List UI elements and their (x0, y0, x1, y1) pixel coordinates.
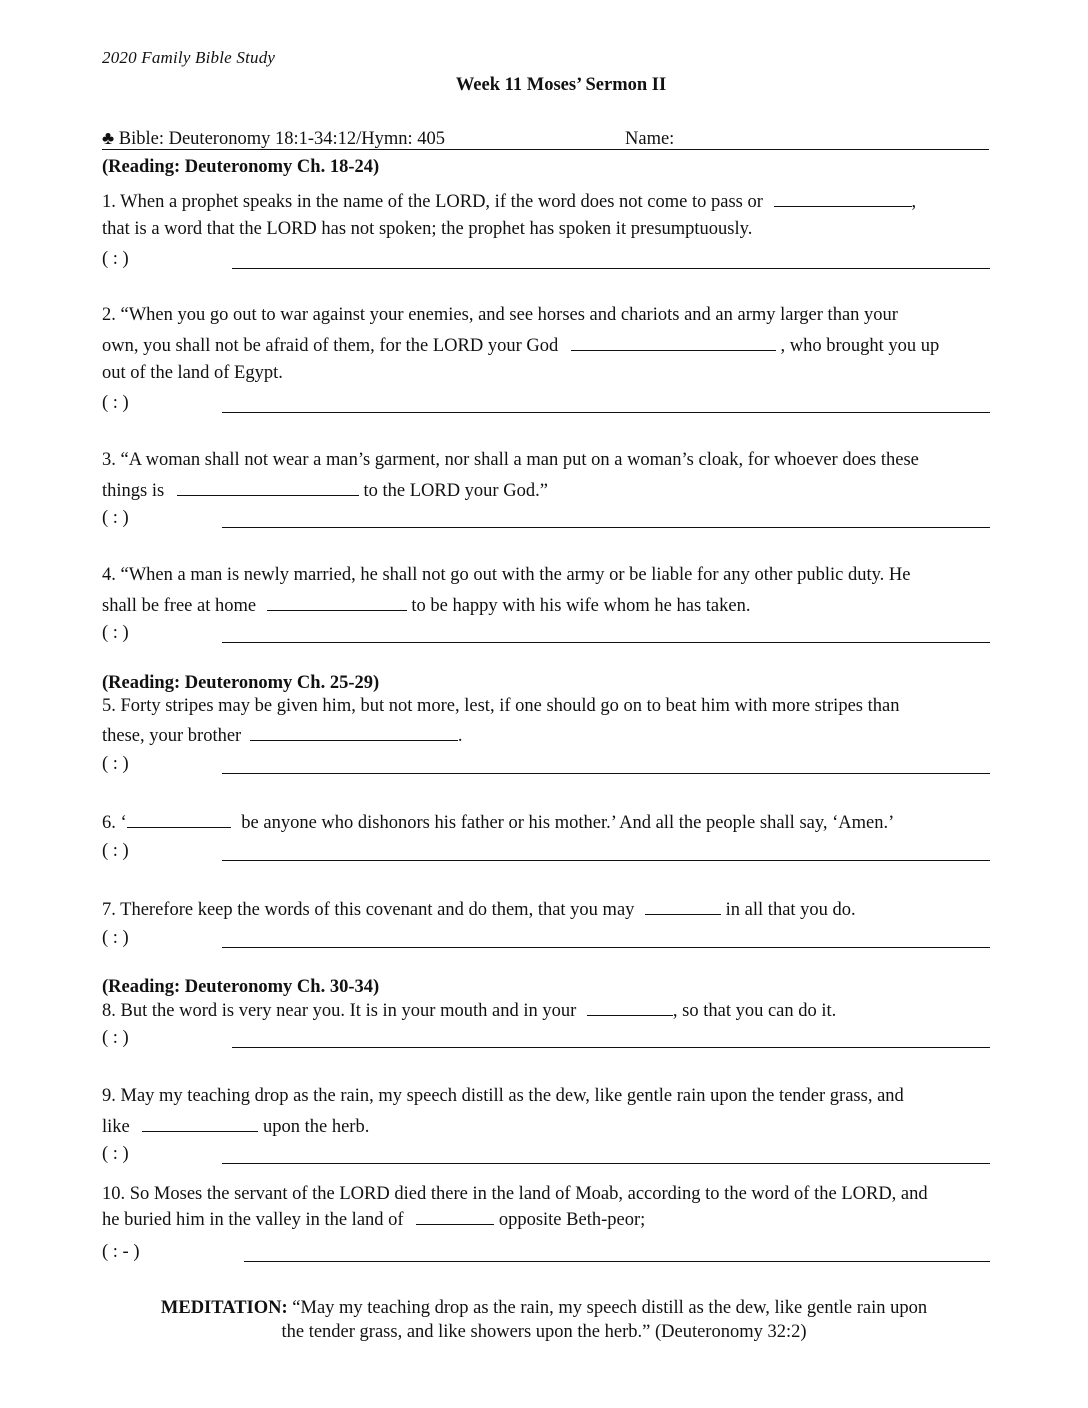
answer-line (232, 1047, 990, 1048)
question-2-line-1: 2. “When you go out to war against your enemies, and see horses and chariots and an army larger than your (102, 305, 898, 325)
question-2-line-3: out of the land of Egypt. (102, 363, 283, 383)
reference-line-6 (102, 841, 990, 863)
reference-line-3 (102, 508, 990, 530)
reference-parens: ( : ) (102, 928, 129, 948)
question-1-line-1: 1. When a prophet speaks in the name of the LORD, if the word does not come to pass or , (102, 192, 917, 212)
name-label: Name: (625, 129, 675, 149)
answer-line (232, 268, 990, 269)
answer-line (222, 947, 990, 948)
reference-parens: ( : - ) (102, 1242, 140, 1262)
answer-line (222, 860, 990, 861)
reference-parens: ( : ) (102, 393, 129, 413)
answer-blank (645, 898, 721, 915)
section-heading-1: (Reading: Deuteronomy Ch. 18-24) (102, 157, 380, 177)
question-8-line-1: 8. But the word is very near you. It is in your mouth and in your , so that you can do it. (102, 1001, 837, 1021)
section-heading-2: (Reading: Deuteronomy Ch. 25-29) (102, 673, 380, 693)
answer-line (244, 1261, 990, 1262)
reference-parens: ( : ) (102, 841, 129, 861)
answer-blank (142, 1115, 258, 1132)
reference-line-5 (102, 754, 990, 776)
question-9-line-2: like upon the herb. (102, 1117, 370, 1137)
reference-line-2 (102, 393, 990, 415)
reference-line-1 (102, 249, 990, 271)
answer-line (222, 527, 990, 528)
question-4-line-1: 4. “When a man is newly married, he shall not go out with the army or be liable for any other public duty. He (102, 565, 911, 585)
reference-line-7 (102, 928, 990, 950)
answer-blank (416, 1208, 494, 1225)
answer-line (222, 773, 990, 774)
worksheet-title: Week 11 Moses’ Sermon II (455, 75, 667, 95)
answer-blank (571, 334, 776, 351)
study-header: 2020 Family Bible Study (102, 48, 276, 67)
meditation-block (0, 1296, 1088, 1344)
section-heading-3: (Reading: Deuteronomy Ch. 30-34) (102, 977, 380, 997)
reference-line-10 (102, 1242, 990, 1264)
bible-reference: ♣ Bible: Deuteronomy 18:1-34:12/Hymn: 405 (102, 129, 446, 149)
answer-blank (587, 999, 673, 1016)
answer-blank (250, 724, 458, 741)
reference-line-4 (102, 623, 990, 645)
question-7-line-1: 7. Therefore keep the words of this covenant and do them, that you may in all that you do. (102, 900, 856, 920)
bible-name-row (102, 129, 989, 150)
answer-blank (177, 479, 359, 496)
answer-line (222, 642, 990, 643)
reference-line-8 (102, 1028, 990, 1050)
reference-line-9 (102, 1144, 990, 1166)
meditation-label: MEDITATION: (160, 1298, 288, 1318)
question-3-line-2: things is to the LORD your God.” (102, 481, 548, 501)
reference-parens: ( : ) (102, 508, 129, 528)
question-2-line-2: own, you shall not be afraid of them, for the LORD your God , who brought you up (102, 336, 940, 356)
meditation-line-2: the tender grass, and like showers upon the herb.” (Deuteronomy 32:2) (281, 1322, 807, 1342)
question-6-line-1: 6. ‘ be anyone who dishonors his father or his mother.’ And all the people shall say, ‘Amen.’ (102, 813, 895, 833)
question-5-line-2: these, your brother . (102, 726, 463, 746)
reference-parens: ( : ) (102, 623, 129, 643)
question-3-line-1: 3. “A woman shall not wear a man’s garment, nor shall a man put on a woman’s cloak, for whoever does these (102, 450, 919, 470)
answer-blank (267, 594, 407, 611)
question-10-line-2: he buried him in the valley in the land of opposite Beth-peor; (102, 1210, 646, 1230)
reference-parens: ( : ) (102, 1028, 129, 1048)
reference-parens: ( : ) (102, 754, 129, 774)
answer-blank (127, 811, 231, 828)
answer-blank (774, 190, 912, 207)
answer-line (222, 412, 990, 413)
question-1-line-2: that is a word that the LORD has not spoken; the prophet has spoken it presumptuously. (102, 219, 753, 239)
question-9-line-1: 9. May my teaching drop as the rain, my speech distill as the dew, like gentle rain upon the tender grass, and (102, 1086, 904, 1106)
meditation-line-1: MEDITATION: “May my teaching drop as the rain, my speech distill as the dew, like gentle rain upon (160, 1298, 928, 1318)
question-5-line-1: 5. Forty stripes may be given him, but not more, lest, if one should go on to beat him with more stripes than (102, 696, 900, 716)
reference-parens: ( : ) (102, 1144, 129, 1164)
answer-line (222, 1163, 990, 1164)
question-4-line-2: shall be free at home to be happy with his wife whom he has taken. (102, 596, 751, 616)
reference-parens: ( : ) (102, 249, 129, 269)
question-10-line-1: 10. So Moses the servant of the LORD died there in the land of Moab, according to the word of the LORD, and (102, 1184, 928, 1204)
